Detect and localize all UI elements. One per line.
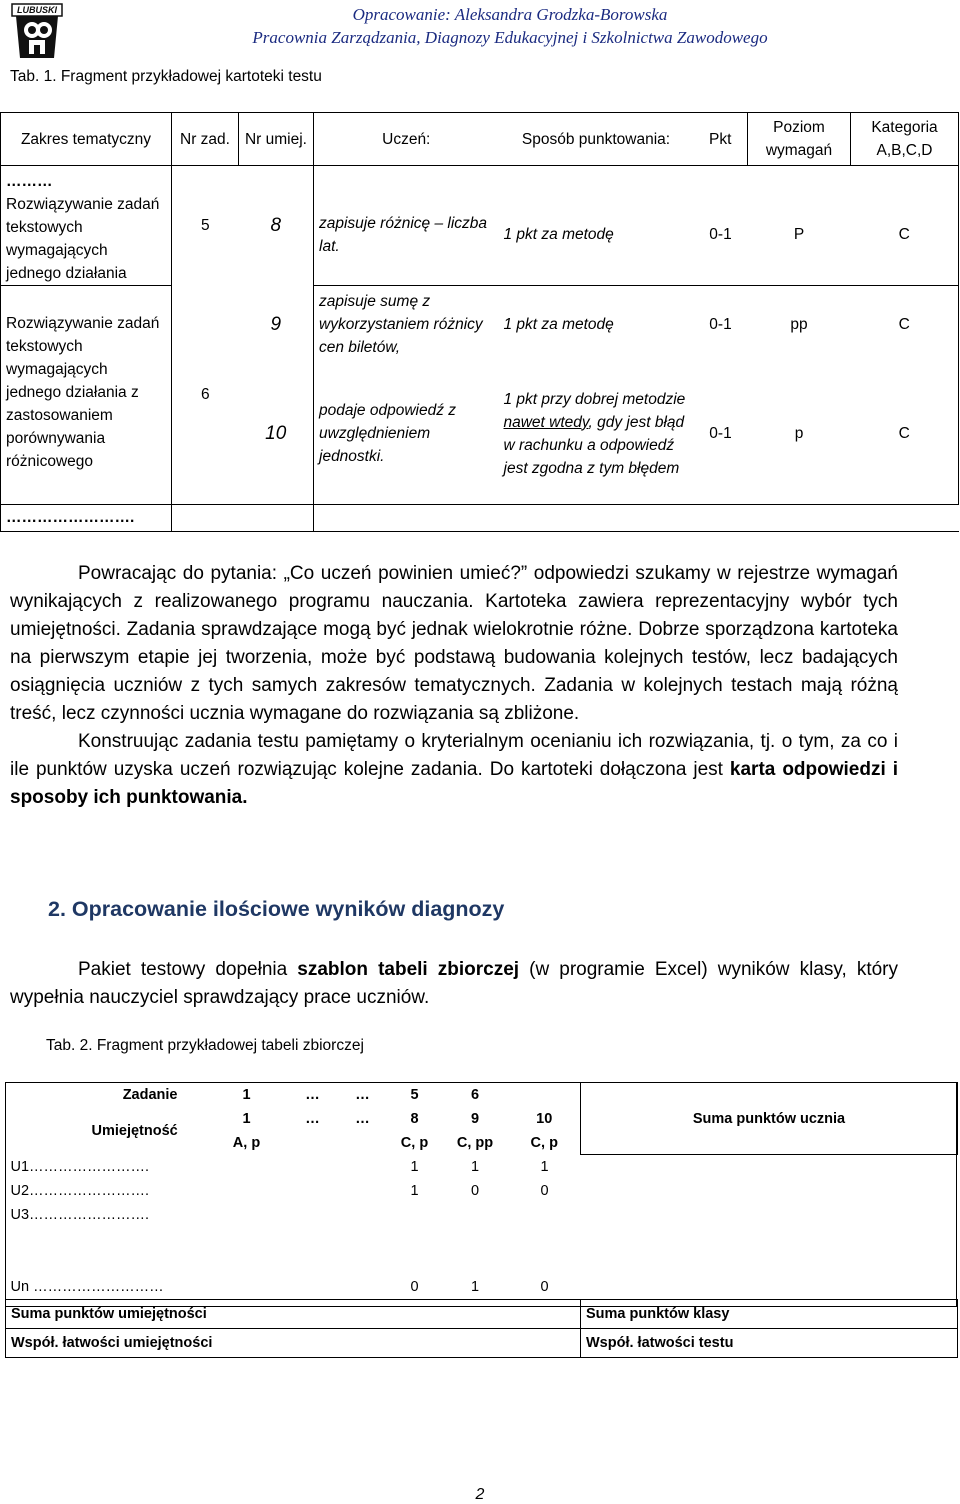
table-row: U1……………………. 1 1 1: [10, 1158, 549, 1175]
table-row: U2……………………. 1 0 0: [10, 1183, 549, 1199]
row2b-uczen: podaje odpowiedź z uwzględnieniem jednostki.: [314, 364, 499, 505]
col-poziom: Poziom wymagań: [748, 113, 851, 166]
row2a-sposob: 1 pkt za metodę: [499, 286, 694, 364]
svg-text:LUBUSKI: LUBUSKI: [17, 5, 57, 15]
row1-pkt: 0-1: [694, 166, 748, 286]
section-heading: 2. Opracowanie ilościowe wyników diagnozy: [48, 897, 505, 921]
row1-nr-zad: 5: [172, 166, 239, 286]
wsp-umiej: Współ. łatwości umiejętności: [6, 1329, 581, 1358]
row1-poziom: P: [748, 166, 851, 286]
suma-umiej: Suma punktów umiejętności: [6, 1300, 581, 1329]
row2a-pkt: 0-1: [694, 286, 748, 364]
col-kategoria: Kategoria A,B,C,D: [851, 113, 959, 166]
row2b-nr-umiej: 10: [239, 364, 314, 505]
dots-top: ………: [6, 173, 53, 190]
wsp-testu: Współ. łatwości testu: [581, 1329, 958, 1358]
row2-zakres: Rozwiązywanie zadań tekstowych wymagających jednego działania z zastosowaniem porównywania różnicowego: [1, 286, 172, 505]
col-nr-zad: Nr zad.: [172, 113, 239, 166]
row2b-sposob: 1 pkt przy dobrej metodzie nawet wtedy, gdy jest błąd w rachunku a odpowiedź jest zgodna z tym błędem: [499, 364, 694, 505]
table1-caption: Tab. 1. Fragment przykładowej kartoteki testu: [10, 68, 322, 85]
table-row: U3…………………….: [10, 1207, 150, 1223]
table-row: [1, 166, 959, 286]
table-row: [1, 504, 959, 531]
table-row: [6, 1251, 958, 1275]
row2b-pkt: 0-1: [694, 364, 748, 505]
row1-nr-umiej: 8: [239, 166, 314, 286]
row2b-poziom: p: [748, 364, 851, 505]
row2a-poziom: pp: [748, 286, 851, 364]
col-nr-umiej: Nr umiej.: [239, 113, 314, 166]
table-row: Un ……………………… 0 1 0: [10, 1279, 549, 1295]
suma-klasy: Suma punktów klasy: [581, 1300, 958, 1329]
summary-table: Zadanie 1 … … 5 6 Suma punktów ucznia Umiejętność 1 … … 8 9 10 A, p C, p C, pp C, p U1……………………. 1 1 1 U2……………………. 1 0 0 U3……………………. Un ……………………… 0 1 0 Suma punktów umiejętności Suma punktów klasy Współ. łatwości umiejętności Współ. łatwości testu: [5, 1082, 958, 1358]
col-pkt: Pkt: [694, 113, 748, 166]
row2b-kategoria: C: [851, 364, 959, 505]
col-zakres: Zakres tematyczny: [1, 113, 172, 166]
row1-uczen: zapisuje różnicę – liczba lat.: [314, 166, 499, 286]
paragraph-szablon: Pakiet testowy dopełnia szablon tabeli zbiorczej (w programie Excel) wyników klasy, który wypełnia nauczyciel sprawdzający prace uczniów.: [10, 959, 898, 1008]
suma-ucznia: Suma punktów ucznia: [581, 1083, 958, 1155]
header-author: Opracowanie: Aleksandra Grodzka-Borowska: [352, 5, 668, 24]
col-sposob: Sposób punktowania:: [499, 113, 694, 166]
paragraph-kartoteka: Powracając do pytania: „Co uczeń powinien umieć?” odpowiedzi szukamy w rejestrze wymagań wynikających z realizowanego programu nauczania. Kartoteka zawiera reprezentacyjny wybór tych umiejętności. Zadania sprawdzające mogą być jednak wielokrotnie różne. Dobrze sporządzona kartoteka na pierwszym etapie jej tworzenia, może być podstawą budowania kolejnych testów, lecz badających osiągnięcia uczniów z tych samych zakresów tematycznych. Zadania w kolejnych testach mają różną treść, lecz czynności ucznia wymagane do rozwiązania są zbliżone. Konstruując zadania testu pamiętamy o kryterialnym ocenianiu ich rozwiązania, tj. o tym, za co i ile punktów uzyska uczeń rozwiązując kolejne zadania. Do kartoteki dołączona jest karta odpowiedzi i sposoby ich punktowania.: [10, 563, 899, 808]
row2a-kategoria: C: [851, 286, 959, 364]
row1-zakres: Rozwiązywanie zadań tekstowych wymagających jednego działania: [6, 196, 160, 282]
table-row: [6, 1227, 958, 1251]
row2a-uczen: zapisuje sumę z wykorzystaniem różnicy cen biletów,: [314, 286, 499, 364]
page-number: 2: [475, 1486, 485, 1503]
row2-nr-zad: 6: [172, 286, 239, 505]
umiejetnosc-label: Umiejętność: [91, 1122, 178, 1139]
header-department: Pracownia Zarządzania, Diagnozy Edukacyjnej i Szkolnictwa Zawodowego: [252, 28, 768, 47]
logo: [10, 2, 64, 62]
row1-sposob: 1 pkt za metodę: [499, 166, 694, 286]
dots-bottom: …………………….: [1, 504, 172, 531]
zadanie-label: Zadanie: [122, 1086, 178, 1103]
col-uczen: Uczeń:: [314, 113, 499, 166]
table-row: [1, 286, 959, 364]
logo-emblem-icon: [10, 2, 64, 62]
test-chart-table: [0, 112, 959, 532]
row2a-nr-umiej: 9: [239, 286, 314, 364]
row1-kategoria: C: [851, 166, 959, 286]
table2-caption: Tab. 2. Fragment przykładowej tabeli zbiorczej: [46, 1037, 364, 1054]
